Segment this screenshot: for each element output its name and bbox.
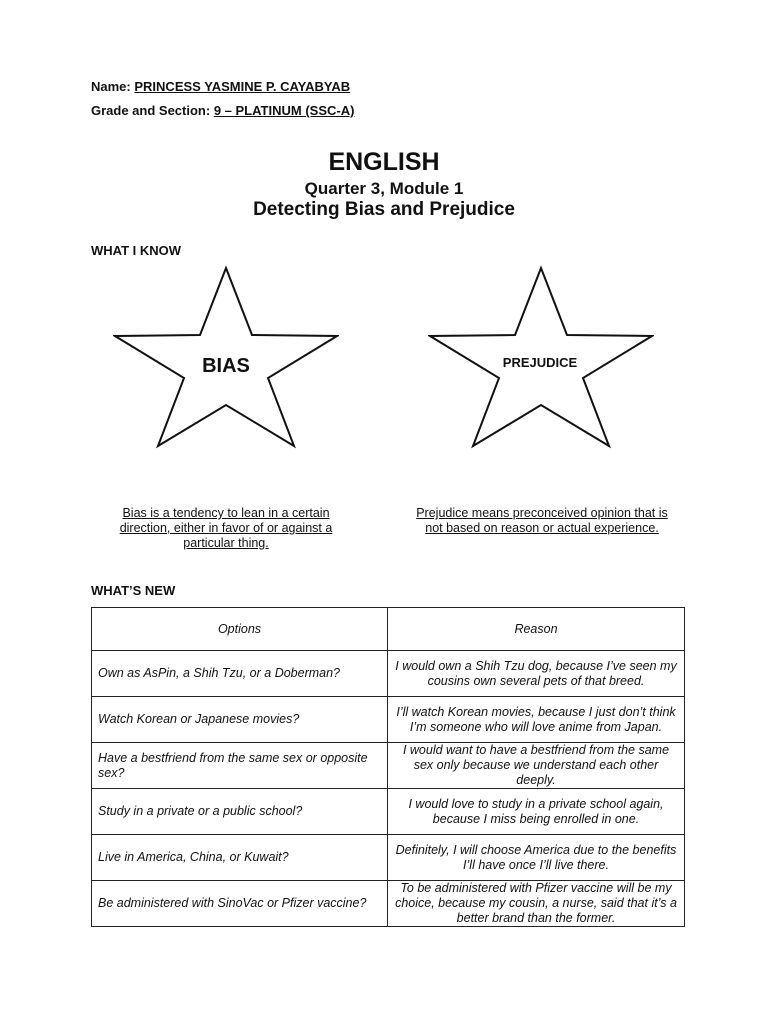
grade-label: Grade and Section: [91, 103, 211, 118]
prejudice-label: PREJUDICE [502, 355, 578, 370]
option-cell: Study in a private or a public school? [92, 789, 388, 835]
grade-section-line [91, 103, 354, 118]
reason-cell: Definitely, I will choose America due to the benefits I’ll have once I’ll live there. [388, 835, 685, 881]
reason-cell: I would want to have a bestfriend from the same sex only because we understand each other deeply. [388, 743, 685, 789]
option-cell: Watch Korean or Japanese movies? [92, 697, 388, 743]
reason-cell: I would love to study in a private school again, because I miss being enrolled in one. [388, 789, 685, 835]
what-i-know-heading: WHAT I KNOW [91, 243, 182, 258]
table-header-row [92, 608, 685, 651]
name-label: Name: [91, 79, 131, 94]
table-row [92, 881, 685, 927]
option-cell: Have a bestfriend from the same sex or opposite sex? [92, 743, 388, 789]
table-row [92, 789, 685, 835]
option-cell: Own as AsPin, a Shih Tzu, or a Doberman? [92, 651, 388, 697]
name-value: PRINCESS YASMINE P. CAYABYAB [134, 79, 351, 94]
quarter-subtitle: Quarter 3, Module 1 [304, 179, 464, 198]
reason-cell: To be administered with Pfizer vaccine will be my choice, because my cousin, a nurse, said that it’s a better brand than the former. [388, 881, 685, 927]
bias-label: BIAS [202, 355, 250, 377]
reason-column-header: Reason [388, 608, 685, 651]
whats-new-heading: WHAT’S NEW [91, 583, 176, 598]
options-table [91, 607, 685, 927]
table-row [92, 651, 685, 697]
option-cell: Live in America, China, or Kuwait? [92, 835, 388, 881]
module-title: Detecting Bias and Prejudice [253, 199, 515, 220]
subject-title: ENGLISH [328, 148, 440, 176]
reason-cell: I would own a Shih Tzu dog, because I’ve seen my cousins own several pets of that breed. [388, 651, 685, 697]
table-row [92, 743, 685, 789]
name-line [91, 79, 350, 94]
table-row [92, 697, 685, 743]
option-cell: Be administered with SinoVac or Pfizer vaccine? [92, 881, 388, 927]
grade-value: 9 – PLATINUM (SSC-A) [213, 103, 355, 118]
options-column-header: Options [92, 608, 388, 651]
prejudice-definition: Prejudice means preconceived opinion that is not based on reason or actual experience. [416, 506, 668, 535]
table-row [92, 835, 685, 881]
bias-definition: Bias is a tendency to lean in a certain direction, either in favor of or against a particular thing. [119, 506, 333, 550]
reason-cell: I’ll watch Korean movies, because I just don’t think I’m someone who will love anime from Japan. [388, 697, 685, 743]
